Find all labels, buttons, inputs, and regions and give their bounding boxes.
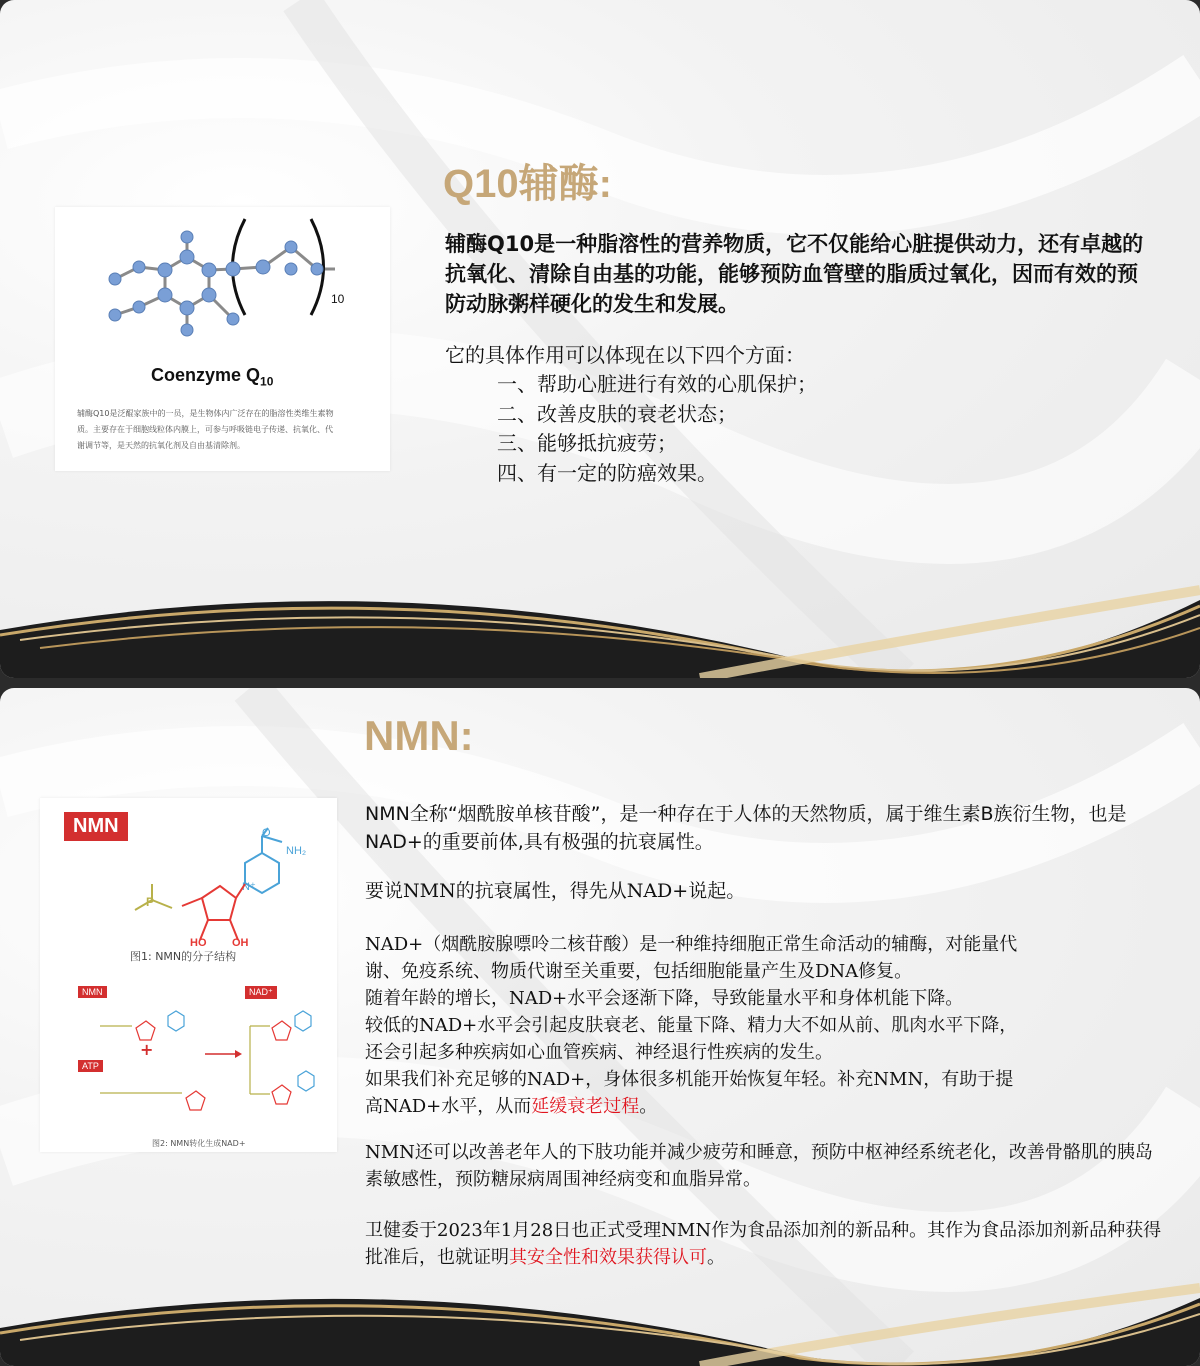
nmn-molecule-diagram xyxy=(40,818,337,968)
small-atp-badge: ATP xyxy=(78,1060,103,1072)
text-segment: 卫健委于2023年1月28日也正式受理NMN作为食品添加剂的新品种。其作为食品添加剂新品种获得批准后，也就证明 xyxy=(365,1220,1162,1268)
nad-line: 还会引起多种疾病如心血管疾病、神经退行性疾病的发生。 xyxy=(365,1042,833,1063)
slide-title: NMN: xyxy=(364,712,474,759)
label-nh2: NH₂ xyxy=(286,845,307,857)
highlight-text: 其安全性和效果获得认可 xyxy=(509,1247,707,1268)
small-nad-badge: NAD⁺ xyxy=(245,986,277,999)
nad-line: 随着年龄的增长，NAD+水平会逐渐下降，导致能量水平和身体机能下降。 xyxy=(365,988,964,1009)
text-segment: 。 xyxy=(707,1247,725,1268)
nad-line: 谢、免疫系统、物质代谢至关重要，包括细胞能量产生及DNA修复。 xyxy=(365,961,913,982)
plus-sign: + xyxy=(140,1040,154,1059)
text-segment: 。 xyxy=(639,1096,658,1117)
nmn-to-nad-diagram xyxy=(40,988,337,1138)
q10-intro-paragraph: 辅酶Q10是一种脂溶性的营养物质，它不仅能给心脏提供动力，还有卓越的抗氧化、清除自由基的功能，能够预防血管壁的脂质过氧化，因而有效的预防动脉粥样硬化的发生和发展。 xyxy=(445,232,1144,316)
q10-function-item: 二、改善皮肤的衰老状态； xyxy=(497,402,737,426)
small-nmn-badge: NMN xyxy=(78,986,107,998)
nmn-badge: NMN xyxy=(64,812,128,841)
q10-functions-lead: 它的具体作用可以体现在以下四个方面： xyxy=(445,343,805,367)
nad-line: NAD+（烟酰胺腺嘌呤二核苷酸）是一种维持细胞正常生命活动的辅酶，对能量代 xyxy=(365,934,1018,955)
slide-q10 xyxy=(0,0,1200,678)
fig2-caption: 图2: NMN转化生成NAD+ xyxy=(152,1139,246,1148)
nmn-structure-card xyxy=(40,798,337,1152)
coenzyme-q10-card xyxy=(55,207,390,471)
molecule-name-text: Coenzyme Q xyxy=(151,365,261,385)
nmn-definition-paragraph: NMN全称“烟酰胺单核苷酸”，是一种存在于人体的天然物质，属于维生素B族衍生物，也是NAD+的重要前体,具有极强的抗衰属性。 xyxy=(365,803,1127,853)
caption-line: 质。主要存在于细胞线粒体内膜上，可参与呼吸链电子传递、抗氧化、代 xyxy=(77,425,333,434)
nad-paragraph xyxy=(365,931,1165,1120)
nad-line: 如果我们补充足够的NAD+，身体很多机能开始恢复年轻。补充NMN，有助于提 xyxy=(365,1069,1014,1090)
caption-line: 辅酶Q10是泛醌家族中的一员，是生物体内广泛存在的脂溶性类维生素物 xyxy=(77,409,334,418)
nmn-lead-paragraph: 要说NMN的抗衰属性，得先从NAD+说起。 xyxy=(365,880,746,902)
molecule-subscript: 10 xyxy=(260,374,274,389)
slide-title: Q10辅酶: xyxy=(443,162,612,206)
nmn-benefits-paragraph: NMN还可以改善老年人的下肢功能并减少疲劳和睡意，预防中枢神经系统老化，改善骨骼肌的胰岛素敏感性，预防糖尿病周围神经病变和血脂异常。 xyxy=(365,1142,1153,1190)
coenzyme-q10-structure-diagram xyxy=(55,207,390,377)
label-n: N⁺ xyxy=(242,881,256,893)
highlight-text: 延缓衰老过程 xyxy=(531,1096,640,1117)
label-p: P xyxy=(146,895,155,909)
nad-line-last xyxy=(365,1093,1165,1120)
fig1-caption: 图1: NMN的分子结构 xyxy=(130,950,237,963)
repeat-subscript: 10 xyxy=(331,292,345,306)
label-o: O xyxy=(262,827,271,839)
nhc-approval-paragraph xyxy=(365,1217,1165,1271)
slide-nmn xyxy=(0,688,1200,1366)
molecule-name xyxy=(151,365,273,389)
caption-line: 谢调节等，是天然的抗氧化剂及自由基清除剂。 xyxy=(77,441,245,450)
nad-line: 较低的NAD+水平会引起皮肤衰老、能量下降、精力大不如从前、肌肉水平下降， xyxy=(365,1015,1018,1036)
card-caption xyxy=(77,406,377,454)
q10-function-item: 三、能够抵抗疲劳； xyxy=(497,431,677,455)
label-oh: OH xyxy=(232,937,249,949)
text-segment: 高NAD+水平，从而 xyxy=(365,1096,532,1117)
q10-function-item: 一、帮助心脏进行有效的心肌保护； xyxy=(497,372,817,396)
q10-function-item: 四、有一定的防癌效果。 xyxy=(497,461,717,485)
label-ho: HO xyxy=(190,937,207,949)
